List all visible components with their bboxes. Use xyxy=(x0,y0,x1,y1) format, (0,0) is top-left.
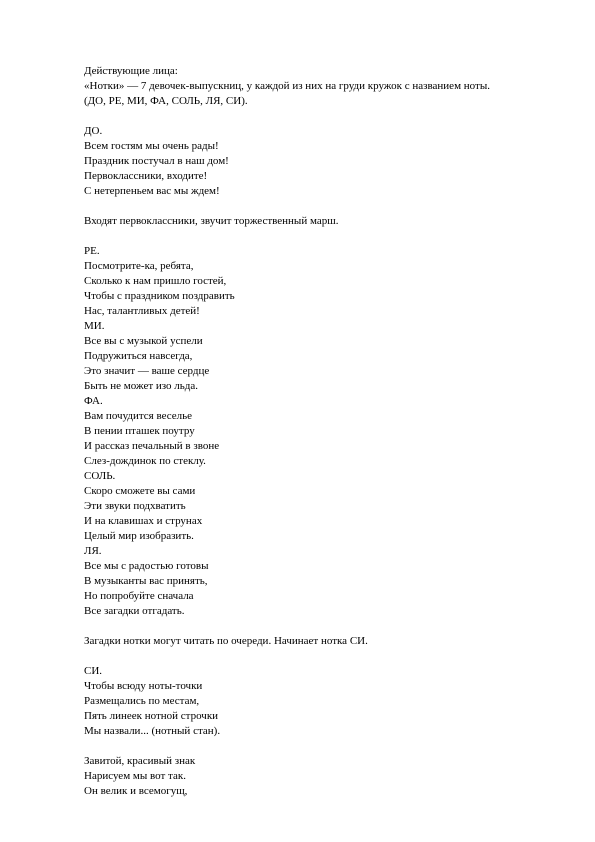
text-line: С нетерпеньем вас мы ждем! xyxy=(84,185,220,197)
blank-line xyxy=(84,199,554,214)
text-line: Подружиться навсегда, xyxy=(84,350,193,362)
text-line: (ДО, РЕ, МИ, ФА, СОЛЬ, ЛЯ, СИ). xyxy=(84,95,248,107)
text-line: Посмотрите-ка, ребята, xyxy=(84,260,194,272)
text-line: И на клавишах и струнах xyxy=(84,515,203,527)
blank-line xyxy=(84,619,554,634)
text-line: СОЛЬ. xyxy=(84,470,116,482)
text-line: Эти звуки подхватить xyxy=(84,500,186,512)
text-line: Целый мир изобразить. xyxy=(84,530,194,542)
text-line: И рассказ печальный в звоне xyxy=(84,440,220,452)
text-line: Но попробуйте сначала xyxy=(84,590,194,602)
text-line: Всем гостям мы очень рады! xyxy=(84,140,219,152)
blank-line xyxy=(84,109,554,124)
text-line: Чтобы с праздником поздравить xyxy=(84,290,235,302)
text-line: Нарисуем мы вот так. xyxy=(84,770,186,782)
text-line: Загадки нотки могут читать по очереди. Начинает нотка СИ. xyxy=(84,635,368,647)
text-line: Завитой, красивый знак xyxy=(84,755,196,767)
text-line: Размещались по местам, xyxy=(84,695,200,707)
text-line: Вам почудится веселье xyxy=(84,410,193,422)
text-line: «Нотки» — 7 девочек-выпускниц, у каждой из них на груди кружок с названием ноты. xyxy=(84,80,490,92)
text-line: Быть не может изо льда. xyxy=(84,380,199,392)
blank-line xyxy=(84,229,554,244)
text-line: Праздник постучал в наш дом! xyxy=(84,155,229,167)
text-line: В пении пташек поутру xyxy=(84,425,195,437)
text-line: РЕ. xyxy=(84,245,100,257)
text-line: Он велик и всемогущ, xyxy=(84,785,188,797)
text-line: ДО. xyxy=(84,125,103,137)
text-line: Все загадки отгадать. xyxy=(84,605,185,617)
text-line: Скоро сможете вы сами xyxy=(84,485,196,497)
text-line: Чтобы всюду ноты-точки xyxy=(84,680,203,692)
text-line: Пять линеек нотной строчки xyxy=(84,710,219,722)
text-line: Все вы с музыкой успели xyxy=(84,335,203,347)
text-line: Мы назвали... (нотный стан). xyxy=(84,725,221,737)
text-line: Слез-дождинок по стеклу. xyxy=(84,455,206,467)
text-line: Это значит — ваше сердце xyxy=(84,365,210,377)
text-line: Сколько к нам пришло гостей, xyxy=(84,275,227,287)
text-line: ФА. xyxy=(84,395,103,407)
text-line: Первоклассники, входите! xyxy=(84,170,208,182)
text-line: В музыканты вас принять, xyxy=(84,575,208,587)
blank-line xyxy=(84,649,554,664)
script-text xyxy=(84,64,554,799)
text-line: ЛЯ. xyxy=(84,545,102,557)
text-line: СИ. xyxy=(84,665,103,677)
text-line: Нас, талантливых детей! xyxy=(84,305,200,317)
text-line: Все мы с радостью готовы xyxy=(84,560,209,572)
text-line: МИ. xyxy=(84,320,105,332)
text-line: Действующие лица: xyxy=(84,65,178,77)
text-line: Входят первоклассники, звучит торжественный марш. xyxy=(84,215,339,227)
blank-line xyxy=(84,739,554,754)
